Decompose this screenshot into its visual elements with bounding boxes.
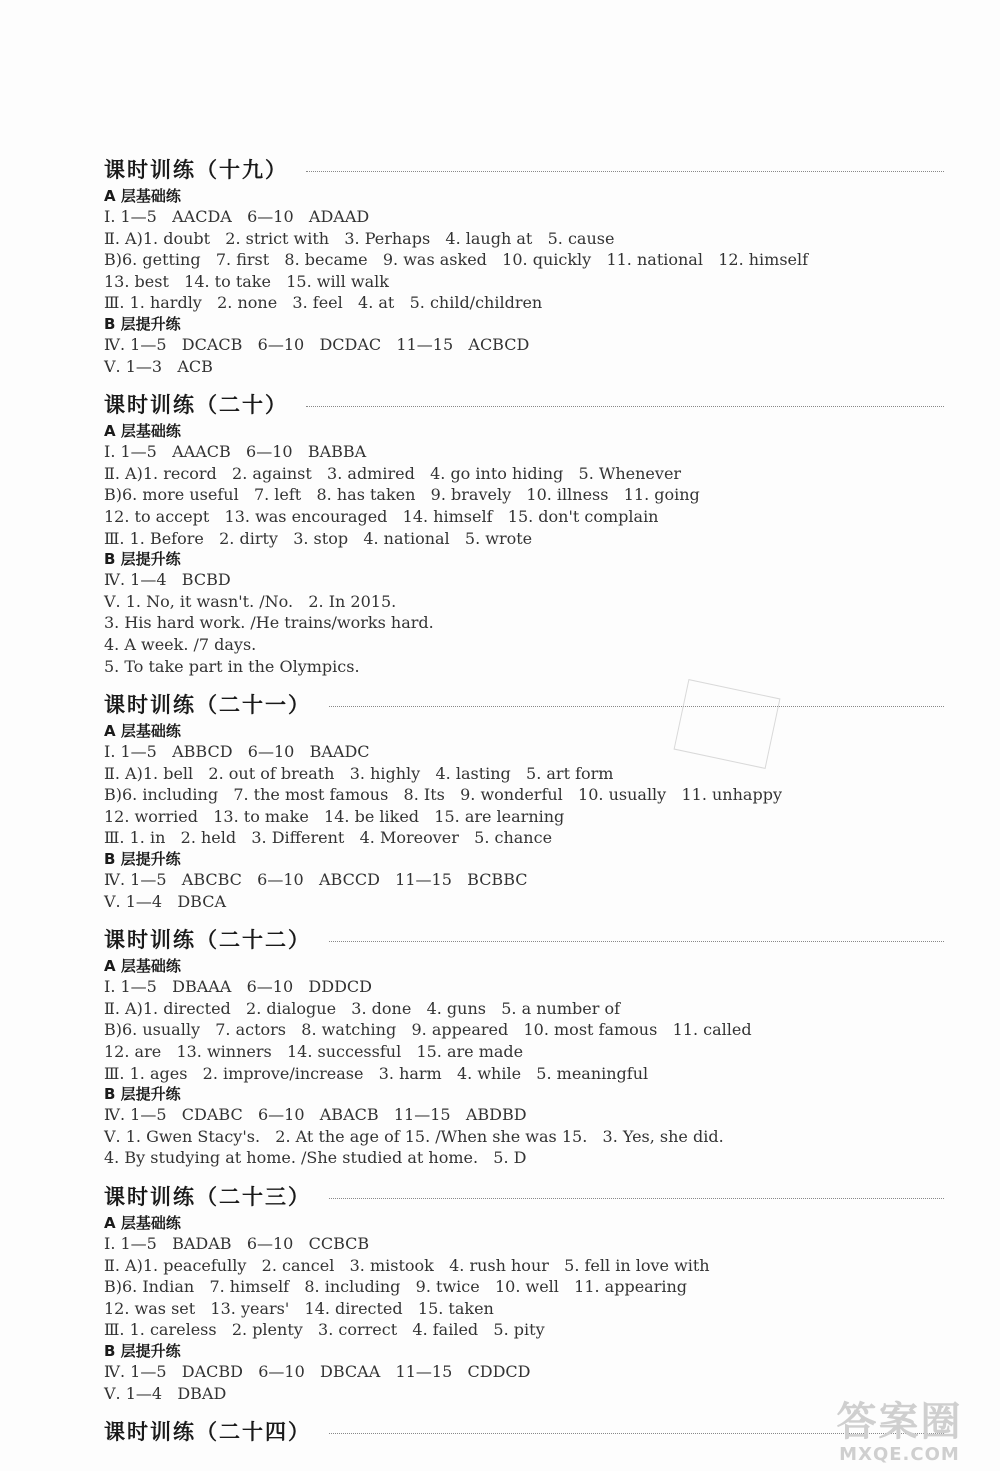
section-title: 课时训练（二十一） [104, 687, 944, 721]
answer-line: Ⅴ. 1. No, it wasn't. /No. 2. In 2015. [104, 591, 397, 611]
layer-heading: A 层基础练 [104, 957, 181, 976]
answer-line: Ⅰ. 1—5 AACDA 6—10 ADAAD [104, 207, 370, 226]
answer-line: B)6. getting 7. first 8. became 9. was asked 10. quickly 11. national 12. himself [104, 250, 809, 270]
answer-line: Ⅲ. 1. careless 2. plenty 3. correct 4. failed 5. pity [104, 1320, 545, 1340]
answer-line: Ⅴ. 1. Gwen Stacy's. 2. At the age of 15. /When she was 15. 3. Yes, she did. [104, 1126, 724, 1146]
layer-heading: B 层提升练 [104, 1085, 181, 1104]
answer-line: Ⅴ. 1—4 DBAD [104, 1383, 227, 1403]
answer-line: Ⅴ. 1—4 DBCA [104, 891, 227, 911]
section-21 [104, 687, 944, 912]
answer-line: Ⅰ. 1—5 ABBCD 6—10 BAADC [104, 742, 370, 762]
watermark-main: 答案圈 [836, 1399, 963, 1445]
answer-line: 4. By studying at home. /She studied at home. 5. D [104, 1148, 527, 1168]
dotted-rule [306, 406, 944, 407]
answer-line: 12. are 13. winners 14. successful 15. are made [104, 1042, 524, 1062]
layer-heading: B 层提升练 [104, 1341, 181, 1360]
section-title: 课时训练（二十四） [104, 1414, 944, 1448]
section-19 [104, 152, 944, 377]
answer-line: 13. best 14. to take 15. will walk [104, 271, 389, 291]
layer-heading: B 层提升练 [104, 550, 181, 569]
section-22 [104, 922, 944, 1169]
answer-line: Ⅰ. 1—5 DBAAA 6—10 DDDCD [104, 977, 372, 997]
layer-heading: A 层基础练 [104, 722, 181, 741]
section-title: 课时训练（二十） [104, 387, 944, 421]
answer-line: Ⅳ. 1—5 DACBD 6—10 DBCAA 11—15 CDDCD [104, 1361, 531, 1381]
answer-line: B)6. including 7. the most famous 8. Its 9. wonderful 10. usually 11. unhappy [104, 785, 782, 805]
dotted-rule [329, 941, 944, 942]
answer-line: Ⅳ. 1—5 DCACB 6—10 DCDAC 11—15 ACBCD [104, 334, 530, 354]
section-title: 课时训练（十九） [104, 152, 944, 186]
layer-heading: B 层提升练 [104, 850, 181, 869]
answer-line: Ⅲ. 1. in 2. held 3. Different 4. Moreover 5. chance [104, 828, 553, 848]
answer-line: Ⅱ. A)1. peacefully 2. cancel 3. mistook 4. rush hour 5. fell in love with [104, 1255, 710, 1275]
answer-line: 12. was set 13. years' 14. directed 15. taken [104, 1298, 494, 1318]
answer-line: Ⅱ. A)1. record 2. against 3. admired 4. go into hiding 5. Whenever [104, 463, 682, 483]
answer-line: B)6. usually 7. actors 8. watching 9. appeared 10. most famous 11. called [104, 1020, 752, 1040]
answer-line: Ⅰ. 1—5 BADAB 6—10 CCBCB [104, 1234, 370, 1253]
answer-line: Ⅰ. 1—5 AAACB 6—10 BABBA [104, 442, 367, 462]
answer-line: B)6. Indian 7. himself 8. including 9. twice 10. well 11. appearing [104, 1277, 688, 1297]
answer-line: Ⅱ. A)1. doubt 2. strict with 3. Perhaps 4. laugh at 5. cause [104, 228, 615, 248]
answer-line: 3. His hard work. /He trains/works hard. [104, 613, 434, 633]
answer-line: Ⅳ. 1—5 CDABC 6—10 ABACB 11—15 ABDBD [104, 1105, 527, 1125]
layer-heading: A 层基础练 [104, 422, 181, 441]
answer-line: Ⅳ. 1—5 ABCBC 6—10 ABCCD 11—15 BCBBC [104, 870, 528, 890]
section-20 [104, 387, 944, 677]
answer-line: Ⅲ. 1. ages 2. improve/increase 3. harm 4. while 5. meaningful [104, 1063, 649, 1083]
answer-line: Ⅲ. 1. hardly 2. none 3. feel 4. at 5. child/children [104, 293, 543, 313]
layer-heading: B 层提升练 [104, 314, 181, 333]
watermark-logo [812, 1400, 987, 1470]
watermark-sub: MXQE.COM [839, 1444, 960, 1465]
answer-page [104, 152, 944, 1458]
answer-line: 5. To take part in the Olympics. [104, 656, 360, 676]
answer-line: 12. worried 13. to make 14. be liked 15. are learning [104, 806, 565, 826]
dotted-rule [329, 1198, 944, 1199]
dotted-rule [306, 171, 944, 172]
dotted-rule [329, 706, 944, 707]
section-title: 课时训练（二十二） [104, 922, 944, 956]
answer-line: 4. A week. /7 days. [104, 634, 257, 654]
layer-heading: A 层基础练 [104, 187, 181, 205]
answer-line: Ⅳ. 1—4 BCBD [104, 570, 231, 590]
answer-line: Ⅱ. A)1. directed 2. dialogue 3. done 4. guns 5. a number of [104, 998, 620, 1018]
answer-line: Ⅲ. 1. Before 2. dirty 3. stop 4. national 5. wrote [104, 528, 533, 548]
layer-heading: A 层基础练 [104, 1214, 181, 1232]
section-23 [104, 1179, 944, 1404]
answer-line: Ⅴ. 1—3 ACB [104, 356, 213, 376]
answer-line: Ⅱ. A)1. bell 2. out of breath 3. highly 4. lasting 5. art form [104, 763, 614, 783]
answer-line: 12. to accept 13. was encouraged 14. himself 15. don't complain [104, 506, 659, 526]
section-title: 课时训练（二十三） [104, 1179, 944, 1213]
answer-line: B)6. more useful 7. left 8. has taken 9. bravely 10. illness 11. going [104, 485, 700, 505]
